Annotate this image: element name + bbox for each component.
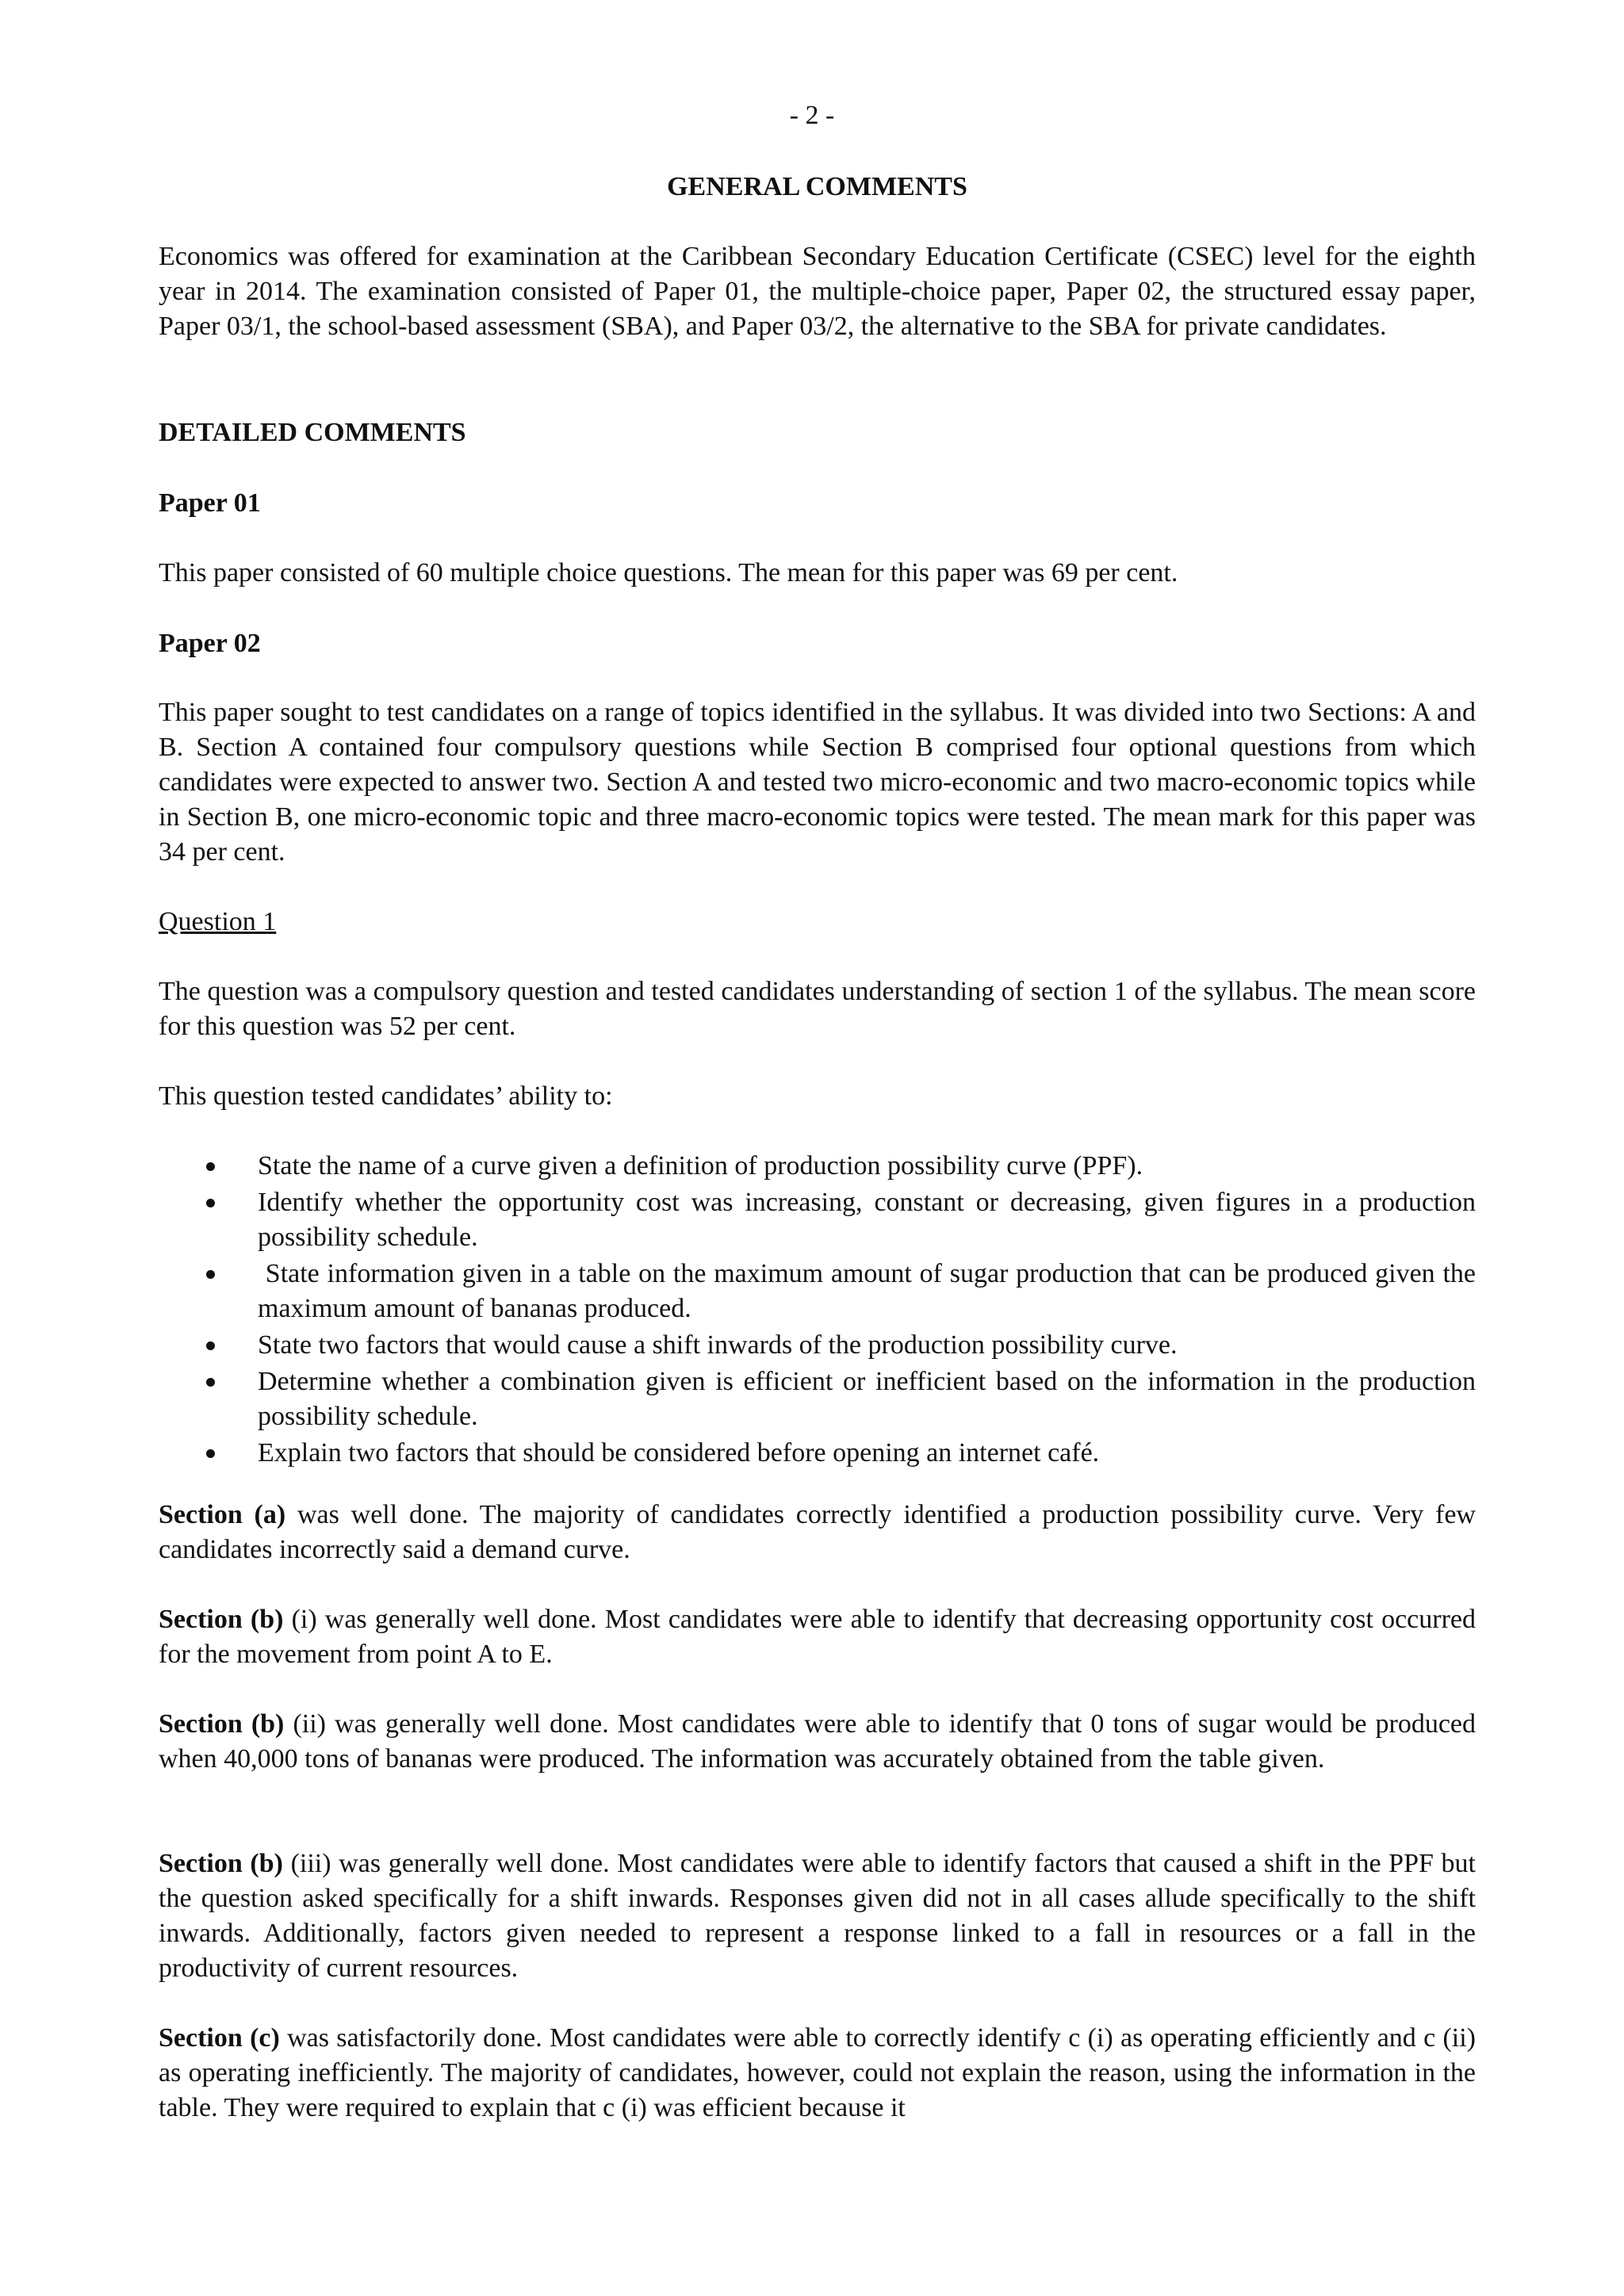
list-item: State two factors that would cause a shift inwards of the production possibility curve. — [159, 1328, 1476, 1363]
section-b-i-comment: Section (b) (i) was generally well done. Most candidates were able to identify that decreasing opportunity cost occurred for the movement from point A to E. — [159, 1605, 1476, 1669]
bullet-dot-icon — [206, 1449, 215, 1458]
bullet-dot-icon — [206, 1162, 215, 1171]
list-item: Explain two factors that should be considered before opening an internet café. — [159, 1436, 1476, 1471]
question1-ability-intro: This question tested candidates’ ability to: — [159, 1081, 613, 1111]
paper02-paragraph: This paper sought to test candidates on a range of topics identified in the syllabus. It was divided into two Sections: A and B. Section A contained four compulsory questions while Section B comprised four optional questions from which candidates were expected to answer two. Section A and tested two micro-economic and two macro-economic topics while in Section B, one micro-economic topic and three macro-economic topics were tested. The mean mark for this paper was 34 per cent. — [159, 698, 1476, 867]
detailed-comments-heading: DETAILED COMMENTS — [159, 418, 466, 447]
bullet-dot-icon — [206, 1341, 215, 1350]
section-c-comment: Section (c) was satisfactorily done. Most candidates were able to correctly identify c (i) as operating efficiently and c (ii) as operating inefficiently. The majority of candidates, however, could not explain the reason, using the information in the table. They were required to explain that c (i) was efficient because it — [159, 2023, 1477, 2122]
section-a-comment: Section (a) was well done. The majority of candidates correctly identified a production possibility curve. Very few candidates incorrectly said a demand curve. — [159, 1500, 1476, 1564]
section-b-ii-comment: Section (b) (ii) was generally well done. Most candidates were able to identify that 0 tons of sugar would be produced when 40,000 tons of bananas were produced. The information was accurately obtained from the table given. — [159, 1709, 1477, 1774]
list-item: Determine whether a combination given is efficient or inefficient based on the information in the production possibility schedule. — [159, 1364, 1476, 1434]
general-comments-title: GENERAL COMMENTS — [667, 172, 967, 201]
paper02-heading: Paper 02 — [159, 629, 261, 658]
bullet-dot-icon — [206, 1199, 215, 1207]
question1-heading: Question 1 — [159, 907, 277, 936]
bullet-dot-icon — [206, 1270, 215, 1279]
paper01-heading: Paper 01 — [159, 488, 261, 518]
general-comments-paragraph: Economics was offered for examination at the Caribbean Secondary Education Certificate (CSEC) level for the eighth year in 2014. The examination consisted of Paper 01, the multiple-choice paper, Paper 02, the structured essay paper, Paper 03/1, the school-based assessment (SBA), and Paper 03/2, the alternative to the SBA for private candidates. — [159, 242, 1476, 341]
section-b-iii-comment: Section (b) (iii) was generally well done. Most candidates were able to identify factors that caused a shift in the PPF but the question asked specifically for a shift inwards. Responses given did not in all cases allude specifically to the shift inwards. Additionally, factors given needed to represent a response linked to a fall in resources or a fall in the productivity of current resources. — [159, 1849, 1476, 1983]
ability-bullet-list — [159, 1149, 1483, 1472]
list-item: State information given in a table on the maximum amount of sugar production that can be produced given the maximum amount of bananas produced. — [159, 1257, 1476, 1326]
page-number: - 2 - — [789, 101, 835, 130]
list-item: Identify whether the opportunity cost was increasing, constant or decreasing, given figures in a production possibility schedule. — [159, 1185, 1476, 1255]
list-item: State the name of a curve given a definition of production possibility curve (PPF). — [159, 1149, 1476, 1184]
question1-intro: The question was a compulsory question and tested candidates understanding of section 1 of the syllabus. The mean score for this question was 52 per cent. — [159, 977, 1476, 1041]
bullet-dot-icon — [206, 1378, 215, 1387]
paper01-paragraph: This paper consisted of 60 multiple choice questions. The mean for this paper was 69 per cent. — [159, 558, 1178, 587]
